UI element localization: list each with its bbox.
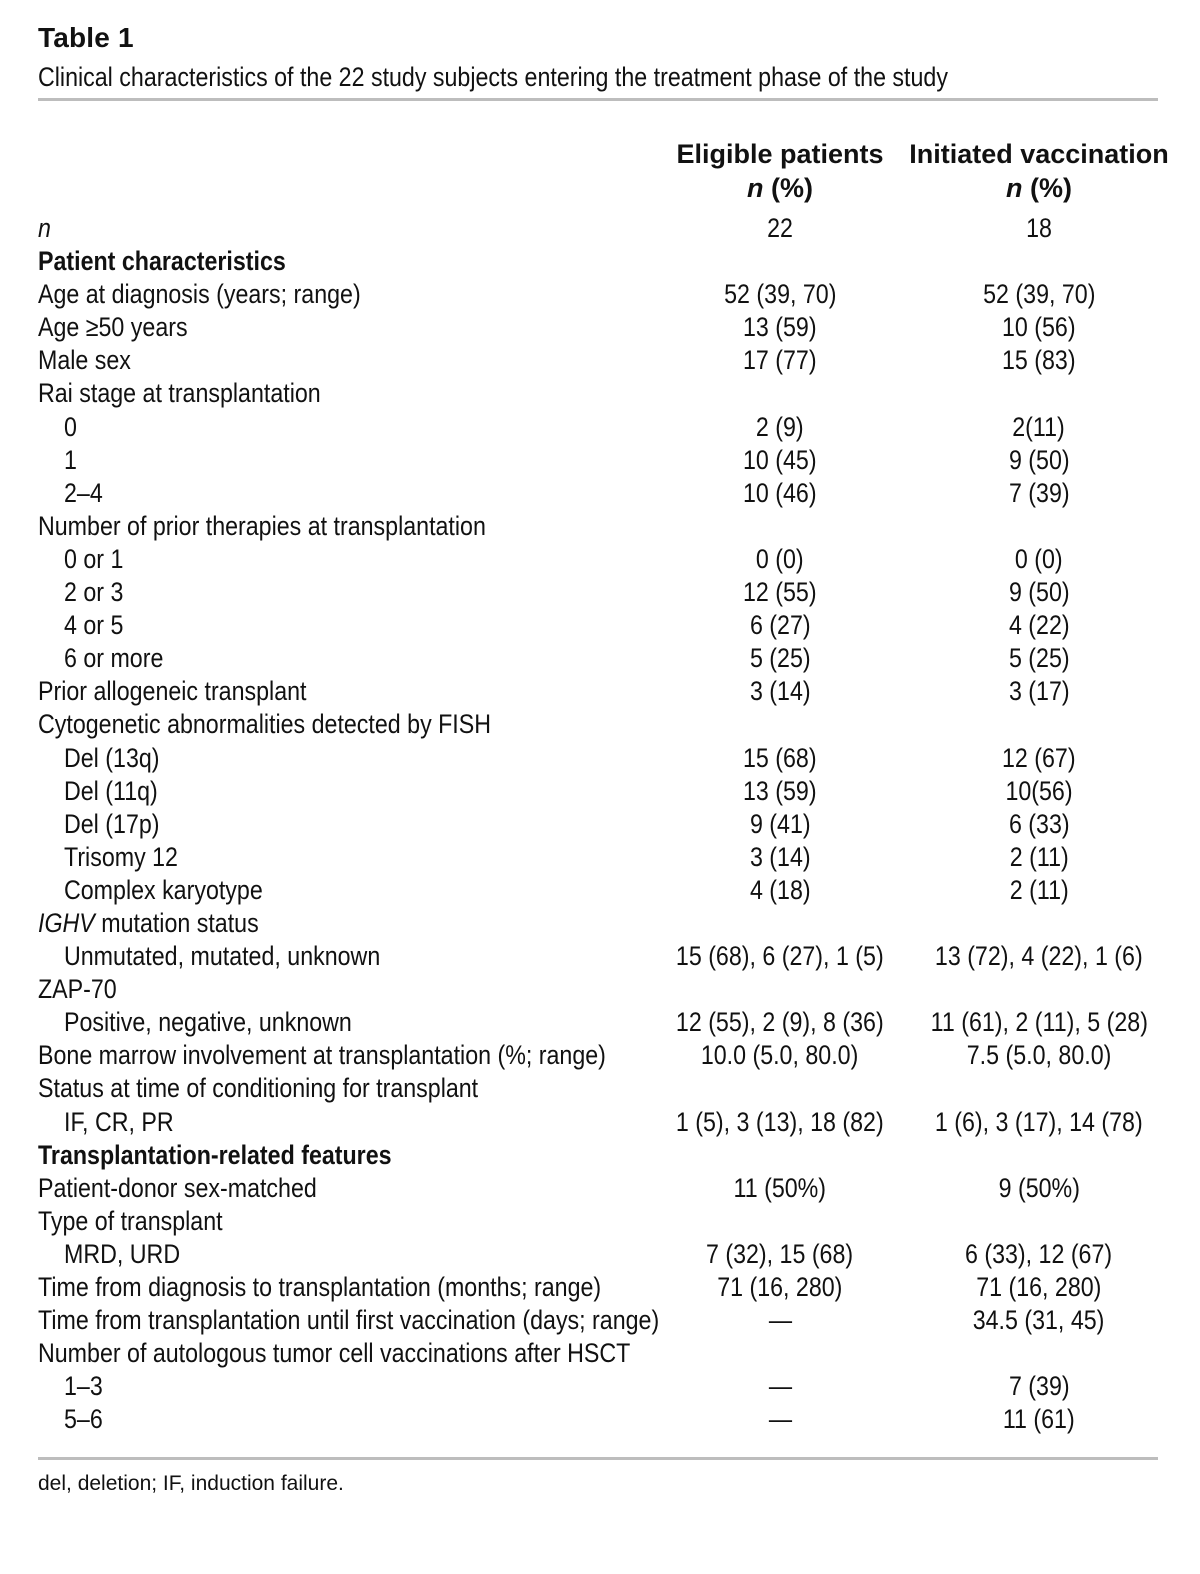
row-label-text: Type of transplant — [38, 1205, 223, 1236]
section-header-row — [0, 1139, 1200, 1172]
table-row — [0, 609, 1200, 642]
table-row — [0, 576, 1200, 609]
cell-value-text: 12 (67) — [1002, 742, 1076, 773]
row-label — [38, 510, 559, 543]
eligible-patients-value — [640, 874, 920, 907]
table-row — [0, 377, 1200, 410]
row-label-text: Cytogenetic abnormalities detected by FISH — [38, 709, 492, 740]
initiated-vaccination-value — [900, 344, 1178, 377]
cell-value-text: 5 (25) — [1008, 643, 1070, 674]
table-row — [0, 874, 1200, 907]
row-label-text: Del (11q) — [64, 775, 158, 806]
cell-value-text: 4 (18) — [749, 874, 811, 905]
row-label-text: Age at diagnosis (years; range) — [38, 279, 361, 310]
row-label-text: Male sex — [38, 345, 131, 376]
table-row — [0, 973, 1200, 1006]
table-row — [0, 1039, 1200, 1072]
eligible-patients-value — [640, 311, 920, 344]
table-row — [0, 1172, 1200, 1205]
cell-value-text: 71 (16, 280) — [717, 1272, 843, 1302]
row-label-text: Prior allogeneic transplant — [38, 676, 307, 707]
initiated-vaccination-value — [900, 1370, 1178, 1403]
eligible-patients-value — [640, 1039, 920, 1072]
cell-value-text: 9 (50) — [1008, 444, 1070, 475]
cell-value-text: 13 (72), 4 (22), 1 (6) — [935, 941, 1143, 972]
row-label-text: Status at time of conditioning for transplant — [38, 1073, 479, 1104]
table-row — [0, 1072, 1200, 1105]
row-label-text: ZAP-70 — [38, 974, 117, 1005]
row-label-text: n — [38, 213, 51, 243]
row-label-text: 6 or more — [64, 643, 164, 674]
table-row — [0, 742, 1200, 775]
row-label — [38, 278, 413, 311]
row-label-text: Trisomy 12 — [64, 841, 178, 872]
eligible-patients-value — [640, 411, 920, 444]
eligible-patients-value — [640, 1006, 920, 1039]
cell-value-text: — — [768, 1305, 792, 1336]
initiated-vaccination-value — [900, 477, 1178, 510]
initiated-vaccination-value — [900, 642, 1178, 675]
cell-value-text: 52 (39, 70) — [723, 279, 837, 310]
cell-value-text: 0 (0) — [756, 543, 804, 574]
eligible-patients-value — [640, 1370, 920, 1403]
row-label — [64, 874, 295, 907]
cell-value-text: 7 (39) — [1008, 477, 1070, 508]
cell-value-text: 22 — [767, 213, 793, 243]
row-label — [38, 1039, 698, 1072]
eligible-patients-value — [640, 742, 920, 775]
initiated-vaccination-value — [900, 841, 1178, 874]
table-row — [0, 444, 1200, 477]
cell-value-text: 3 (14) — [749, 676, 811, 707]
row-label-text: MRD, URD — [64, 1238, 181, 1269]
table-row — [0, 311, 1200, 344]
initiated-vaccination-value — [900, 576, 1178, 609]
row-label-text: Time from diagnosis to transplantation (months; range) — [38, 1272, 602, 1302]
table-row — [0, 708, 1200, 741]
cell-value-text: 3 (17) — [1008, 676, 1070, 707]
cell-value-text: 13 (59) — [743, 775, 817, 806]
eligible-patients-value — [640, 543, 920, 576]
cell-value-text: 3 (14) — [749, 841, 811, 872]
column-header-title: Initiated vaccination — [909, 139, 1169, 169]
cell-value-text: 12 (55) — [743, 577, 817, 608]
row-label — [38, 973, 130, 1006]
section-header-row — [0, 245, 1200, 278]
cell-value-text: 1 (6), 3 (17), 14 (78) — [935, 1106, 1143, 1137]
initiated-vaccination-value — [900, 808, 1178, 841]
initiated-vaccination-value — [900, 1304, 1178, 1337]
row-label — [64, 940, 432, 973]
row-label-text: Rai stage at transplantation — [38, 378, 321, 409]
row-label — [64, 742, 175, 775]
initiated-vaccination-value — [900, 1238, 1178, 1271]
initiated-vaccination-value — [900, 742, 1178, 775]
eligible-patients-value — [640, 278, 920, 311]
row-label — [38, 1205, 253, 1238]
cell-value-text: 10(56) — [1005, 775, 1073, 806]
row-label — [64, 411, 79, 444]
cell-value-text: 13 (59) — [743, 312, 817, 343]
table-row — [0, 775, 1200, 808]
initiated-vaccination-value — [900, 675, 1178, 708]
bottom-rule — [38, 1457, 1158, 1460]
table-row — [0, 1006, 1200, 1039]
row-label-text: Transplantation-related features — [38, 1139, 392, 1170]
initiated-vaccination-value — [900, 940, 1178, 973]
eligible-patients-value — [640, 841, 920, 874]
row-label-text: IF, CR, PR — [64, 1106, 174, 1137]
row-label-text: Complex karyotype — [64, 874, 263, 905]
table-row — [0, 841, 1200, 874]
cell-value-text: 10 (46) — [743, 477, 817, 508]
cell-value-text: 2 (11) — [1009, 841, 1069, 872]
row-label — [38, 311, 212, 344]
table-row — [0, 411, 1200, 444]
cell-value-text: 6 (33) — [1008, 808, 1070, 839]
eligible-patients-value — [640, 642, 920, 675]
table-row — [0, 1370, 1200, 1403]
eligible-patients-value — [640, 1172, 920, 1205]
row-label-text: Patient characteristics — [38, 246, 286, 277]
cell-value-text: 9 (50%) — [998, 1172, 1080, 1203]
cell-value-text: 10.0 (5.0, 80.0) — [701, 1040, 859, 1071]
row-label — [64, 1403, 109, 1436]
row-label-text: Bone marrow involvement at transplantation (%; range) — [38, 1040, 606, 1071]
row-label-rest: mutation status — [101, 907, 259, 938]
row-label — [38, 1072, 550, 1105]
table-row — [0, 1271, 1200, 1304]
table-row — [0, 675, 1200, 708]
column-header-title: Eligible patients — [676, 139, 884, 169]
table-row — [0, 1337, 1200, 1370]
cell-value-text: 4 (22) — [1008, 610, 1070, 641]
row-label-text: Number of prior therapies at transplantation — [38, 510, 486, 541]
column-header-unit — [640, 171, 920, 205]
row-label-text: 4 or 5 — [64, 610, 124, 641]
column-header-initiated-vaccination — [900, 137, 1178, 205]
cell-value-text: 9 (50) — [1008, 577, 1070, 608]
column-header-unit — [900, 171, 1178, 205]
initiated-vaccination-value — [900, 1271, 1178, 1304]
table-row — [0, 510, 1200, 543]
row-label — [64, 609, 133, 642]
cell-value-text: 9 (41) — [749, 808, 811, 839]
initiated-vaccination-value — [900, 278, 1178, 311]
cell-value-text: — — [768, 1404, 792, 1435]
row-label — [64, 543, 133, 576]
row-label — [38, 675, 350, 708]
row-label — [38, 1337, 727, 1370]
cell-value-text: 2 (11) — [1009, 874, 1069, 905]
row-label-text: 1–3 — [64, 1371, 103, 1402]
table-footnote: del, deletion; IF, induction failure. — [38, 1472, 344, 1495]
row-label — [38, 377, 367, 410]
eligible-patients-value — [640, 444, 920, 477]
row-label-text: Del (17p) — [64, 808, 160, 839]
eligible-patients-value — [640, 1304, 920, 1337]
row-label-text: Time from transplantation until first vaccination (days; range) — [38, 1305, 660, 1336]
cell-value-text: 15 (68) — [743, 742, 817, 773]
eligible-patients-value — [640, 212, 920, 245]
eligible-patients-value — [640, 344, 920, 377]
cell-value-text: 71 (16, 280) — [976, 1272, 1102, 1302]
row-label-text — [38, 907, 259, 940]
table-row — [0, 1304, 1200, 1337]
row-label-text: 2–4 — [64, 477, 103, 508]
row-label — [38, 907, 295, 940]
column-unit-suffix: (%) — [1022, 173, 1072, 203]
eligible-patients-value — [640, 675, 920, 708]
row-label — [38, 212, 53, 245]
column-unit-symbol: n — [1006, 173, 1023, 203]
row-label — [38, 1172, 362, 1205]
cell-value-text: 15 (83) — [1002, 345, 1076, 376]
table-row — [0, 543, 1200, 576]
row-label — [38, 1139, 449, 1172]
initiated-vaccination-value — [900, 609, 1178, 642]
table-row — [0, 642, 1200, 675]
eligible-patients-value — [640, 775, 920, 808]
top-rule — [38, 98, 1158, 101]
row-label-text: 5–6 — [64, 1404, 103, 1435]
row-label — [38, 708, 565, 741]
initiated-vaccination-value — [900, 311, 1178, 344]
row-label — [64, 1106, 192, 1139]
eligible-patients-value — [640, 808, 920, 841]
row-label — [64, 841, 197, 874]
row-label — [64, 1006, 399, 1039]
cell-value-text: 5 (25) — [749, 643, 811, 674]
cell-value-text: 2(11) — [1012, 411, 1066, 442]
initiated-vaccination-value — [900, 874, 1178, 907]
eligible-patients-value — [640, 1106, 920, 1139]
cell-value-text: 10 (45) — [743, 444, 817, 475]
row-label-text: Age ≥50 years — [38, 312, 188, 343]
row-label — [64, 444, 79, 477]
eligible-patients-value — [640, 940, 920, 973]
initiated-vaccination-value — [900, 212, 1178, 245]
initiated-vaccination-value — [900, 444, 1178, 477]
initiated-vaccination-value — [900, 1006, 1178, 1039]
row-label-text: Del (13q) — [64, 742, 160, 773]
initiated-vaccination-value — [900, 543, 1178, 576]
row-label-text: Unmutated, mutated, unknown — [64, 941, 381, 972]
table-row — [0, 808, 1200, 841]
column-header-eligible-patients — [640, 137, 920, 205]
initiated-vaccination-value — [900, 1039, 1178, 1072]
cell-value-text: — — [768, 1371, 792, 1402]
row-label — [38, 1271, 693, 1304]
initiated-vaccination-value — [900, 775, 1178, 808]
eligible-patients-value — [640, 576, 920, 609]
cell-value-text: 15 (68), 6 (27), 1 (5) — [676, 941, 884, 972]
cell-value-text: 6 (33), 12 (67) — [965, 1238, 1113, 1269]
eligible-patients-value — [640, 477, 920, 510]
eligible-patients-value — [640, 1403, 920, 1436]
row-label — [64, 1370, 109, 1403]
table-body — [0, 212, 1200, 1436]
eligible-patients-value — [640, 1238, 920, 1271]
initiated-vaccination-value — [900, 411, 1178, 444]
cell-value-text: 7 (32), 15 (68) — [706, 1238, 854, 1269]
cell-value-text: 0 (0) — [1015, 543, 1063, 574]
table-title: Table 1 — [38, 22, 134, 53]
row-label-text: Patient-donor sex-matched — [38, 1172, 317, 1203]
cell-value-text: 7.5 (5.0, 80.0) — [966, 1040, 1112, 1071]
cell-value-text: 12 (55), 2 (9), 8 (36) — [676, 1007, 884, 1038]
table-row — [0, 1403, 1200, 1436]
cell-value-text: 52 (39, 70) — [982, 279, 1096, 310]
gene-name: IGHV — [38, 907, 95, 938]
initiated-vaccination-value — [900, 1172, 1178, 1205]
column-unit-symbol: n — [747, 173, 764, 203]
cell-value-text: 2 (9) — [756, 411, 804, 442]
cell-value-text: 34.5 (31, 45) — [973, 1305, 1105, 1336]
cell-value-text: 1 (5), 3 (13), 18 (82) — [676, 1106, 884, 1137]
table-row — [0, 344, 1200, 377]
cell-value-text: 11 (50%) — [733, 1172, 827, 1203]
column-unit-suffix: (%) — [763, 173, 813, 203]
cell-value-text: 17 (77) — [743, 345, 817, 376]
table-row — [0, 907, 1200, 940]
table-row — [0, 477, 1200, 510]
table-row — [0, 278, 1200, 311]
table-row — [0, 1106, 1200, 1139]
cell-value-text: 11 (61) — [1003, 1404, 1075, 1435]
table-row — [0, 212, 1200, 245]
table-row — [0, 940, 1200, 973]
table-row — [0, 1205, 1200, 1238]
row-label — [64, 576, 133, 609]
eligible-patients-value — [640, 1271, 920, 1304]
table-caption: Clinical characteristics of the 22 study subjects entering the treatment phase of the study — [38, 62, 948, 92]
row-label-text: 1 — [64, 444, 77, 475]
cell-value-text: 11 (61), 2 (11), 5 (28) — [930, 1007, 1148, 1038]
initiated-vaccination-value — [900, 1403, 1178, 1436]
initiated-vaccination-value — [900, 1106, 1178, 1139]
row-label-text: 0 or 1 — [64, 543, 124, 574]
row-label — [64, 642, 180, 675]
row-label — [38, 245, 326, 278]
eligible-patients-value — [640, 609, 920, 642]
row-label — [64, 775, 173, 808]
row-label-text: Positive, negative, unknown — [64, 1007, 352, 1038]
cell-value-text: 18 — [1026, 213, 1052, 243]
row-label-text: 2 or 3 — [64, 577, 124, 608]
cell-value-text: 7 (39) — [1008, 1371, 1070, 1402]
table-row — [0, 1238, 1200, 1271]
row-label-text: Number of autologous tumor cell vaccinations after HSCT — [38, 1338, 631, 1369]
cell-value-text: 6 (27) — [749, 610, 811, 641]
row-label-text: 0 — [64, 411, 77, 442]
row-label — [38, 344, 146, 377]
row-label — [64, 808, 175, 841]
cell-value-text: 10 (56) — [1002, 312, 1076, 343]
row-label — [64, 1238, 199, 1271]
row-label — [64, 477, 109, 510]
